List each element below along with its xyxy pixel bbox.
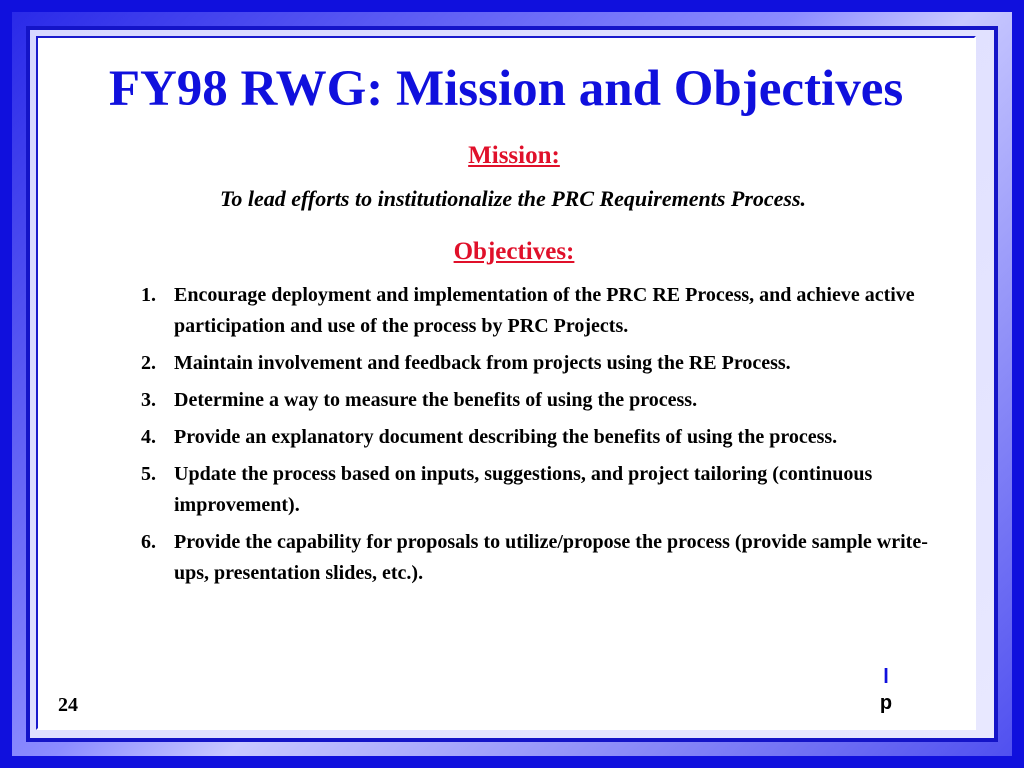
objective-item	[138, 459, 938, 521]
page-number: 24	[58, 694, 78, 716]
logo-letter-bottom: p	[879, 692, 893, 714]
objective-text: Provide the capability for proposals to utilize/propose the process (provide sample write-ups, presentation slides, etc.).	[174, 531, 928, 584]
objective-item	[138, 422, 938, 453]
objective-text: Provide an explanatory document describing the benefits of using the process.	[174, 426, 838, 448]
objectives-heading: Objectives:	[453, 238, 575, 265]
objective-text: Determine a way to measure the benefits of using the process.	[174, 389, 698, 411]
slide-title: FY98 RWG: Mission and Objectives	[108, 61, 904, 117]
objective-text: Update the process based on inputs, suggestions, and project tailoring (continuous improvement).	[174, 463, 873, 516]
objective-item	[138, 527, 938, 589]
objectives-list	[138, 280, 938, 595]
objective-number: 5.	[141, 463, 156, 485]
objective-text: Maintain involvement and feedback from projects using the RE Process.	[174, 352, 791, 374]
mission-statement: To lead efforts to institutionalize the PRC Requirements Process.	[219, 186, 807, 211]
objective-number: 6.	[141, 531, 156, 553]
objective-item	[138, 280, 938, 342]
objective-number: 3.	[141, 389, 156, 411]
objective-item	[138, 348, 938, 379]
objective-number: 1.	[141, 284, 156, 306]
lp-logo	[874, 664, 898, 716]
objective-number: 4.	[141, 426, 156, 448]
slide-content-area	[36, 36, 976, 730]
objective-item	[138, 385, 938, 416]
objective-text: Encourage deployment and implementation of the PRC RE Process, and achieve active participation and use of the process by PRC Projects.	[174, 284, 915, 337]
logo-letter-top: l	[883, 666, 889, 688]
mission-heading: Mission:	[468, 142, 560, 169]
objective-number: 2.	[141, 352, 156, 374]
